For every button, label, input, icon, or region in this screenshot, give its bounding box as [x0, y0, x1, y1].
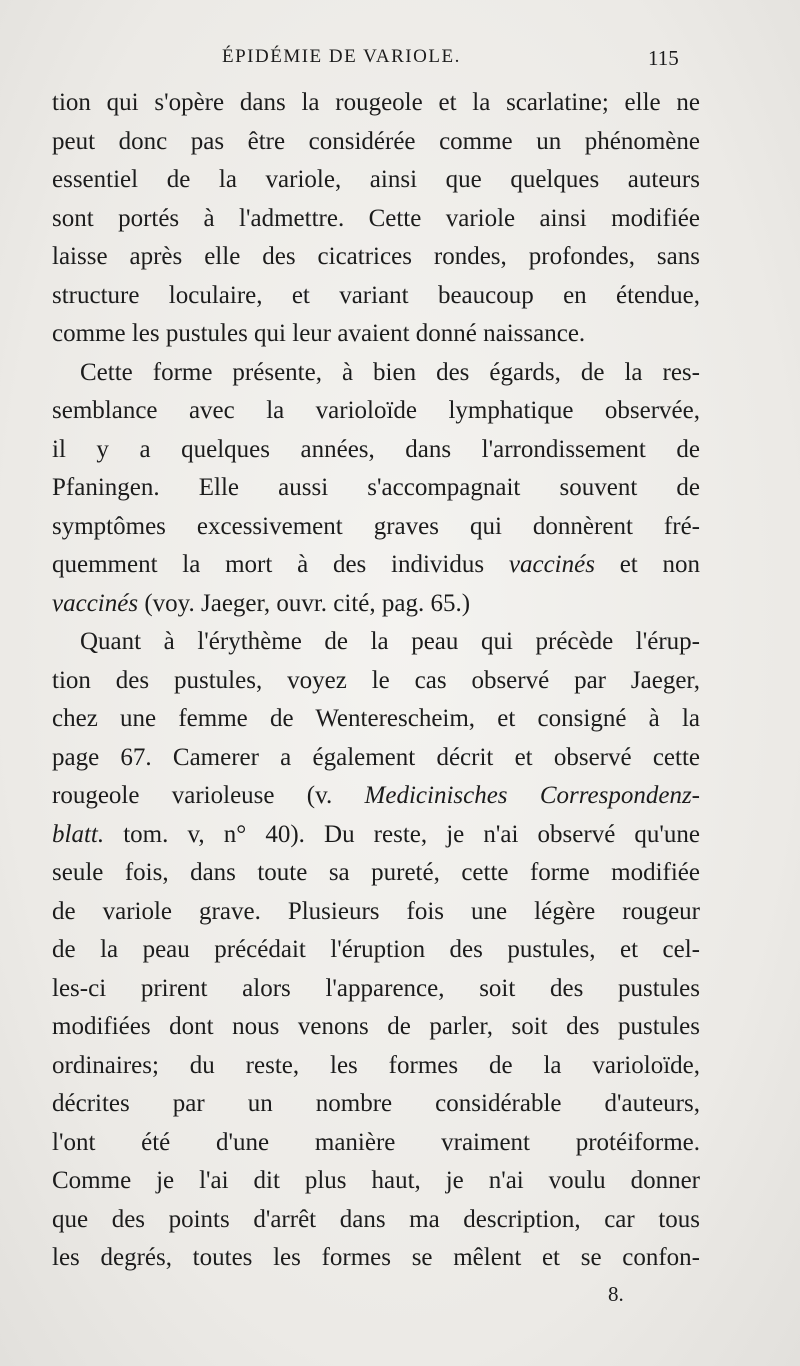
text-line: les-ci prirent alors l'apparence, soit des pustules: [52, 974, 700, 1002]
text-line: [52, 816, 700, 855]
text-line: Comme je l'ai dit plus haut, je n'ai voulu donner: [52, 1167, 700, 1194]
italic-text: blatt.: [52, 820, 105, 848]
running-head: [0, 46, 800, 76]
body-text: [52, 84, 700, 1278]
text-line: l'ont été d'une manière vraiment protéiforme.: [52, 1128, 700, 1156]
text-line: semblance avec la varioloïde lymphatique observée,: [52, 397, 700, 424]
italic-text: vaccinés: [52, 589, 139, 617]
text-line: chez une femme de Wenterescheim, et consigné à la: [52, 705, 700, 732]
text-line: [52, 777, 700, 816]
text-segment: (voy. Jaeger, ouvr. cité, pag. 65.): [144, 589, 471, 617]
text-line: décrites par un nombre considérable d'auteurs,: [52, 1090, 700, 1117]
text-line: laisse après elle des cicatrices rondes, profondes, sans: [52, 243, 700, 270]
text-segment: et non: [594, 551, 701, 578]
text-line: il y a quelques années, dans l'arrondissement de: [52, 435, 700, 463]
text-line: sont portés à l'admettre. Cette variole ainsi modifiée: [52, 204, 700, 232]
page-number: 115: [648, 46, 679, 70]
text-line: de la peau précédait l'éruption des pustules, et cel-: [52, 936, 700, 963]
text-line: page 67. Camerer a également décrit et observé cette: [52, 743, 700, 771]
text-line: peut donc pas être considérée comme un phénomène: [52, 127, 700, 155]
italic-text: Medicinisches Correspondenz-: [364, 782, 701, 809]
text-line: de variole grave. Plusieurs fois une légère rougeur: [52, 897, 700, 925]
text-line: ordinaires; du reste, les formes de la varioloïde,: [52, 1051, 700, 1079]
text-line: symptômes excessivement graves qui donnèrent fré-: [52, 512, 700, 540]
text-segment: tom. v, n° 40). Du reste, je n'ai observé qu'une: [123, 820, 701, 848]
running-title: ÉPIDÉMIE DE VARIOLE.: [222, 46, 461, 67]
text-line: essentiel de la variole, ainsi que quelques auteurs: [52, 166, 700, 193]
text-line: Cette forme présente, à bien des égards, de la res-: [80, 358, 700, 386]
italic-text: vaccinés: [508, 551, 595, 578]
text-line: comme les pustules qui leur avaient donné naissance.: [52, 320, 586, 347]
text-line: [52, 546, 700, 585]
text-line: tion des pustules, voyez le cas observé par Jaeger,: [52, 666, 700, 694]
text-line: tion qui s'opère dans la rougeole et la scarlatine; elle ne: [52, 89, 700, 116]
text-line: seule fois, dans toute sa pureté, cette forme modifiée: [52, 859, 700, 886]
text-line: que des points d'arrêt dans ma description, car tous: [52, 1205, 700, 1233]
text-line: [52, 585, 700, 624]
text-line: Quant à l'érythème de la peau qui précède l'érup-: [80, 628, 700, 655]
text-segment: quemment la mort à des individus: [52, 551, 485, 578]
text-line: modifiées dont nous venons de parler, soit des pustules: [52, 1013, 700, 1040]
text-line: structure loculaire, et variant beaucoup en étendue,: [52, 281, 700, 309]
text-segment: rougeole varioleuse (v.: [52, 782, 333, 809]
text-line: Pfaningen. Elle aussi s'accompagnait souvent de: [52, 474, 700, 501]
text-line: les degrés, toutes les formes se mêlent et se confon-: [52, 1244, 700, 1271]
signature-mark: 8.: [608, 1282, 624, 1306]
